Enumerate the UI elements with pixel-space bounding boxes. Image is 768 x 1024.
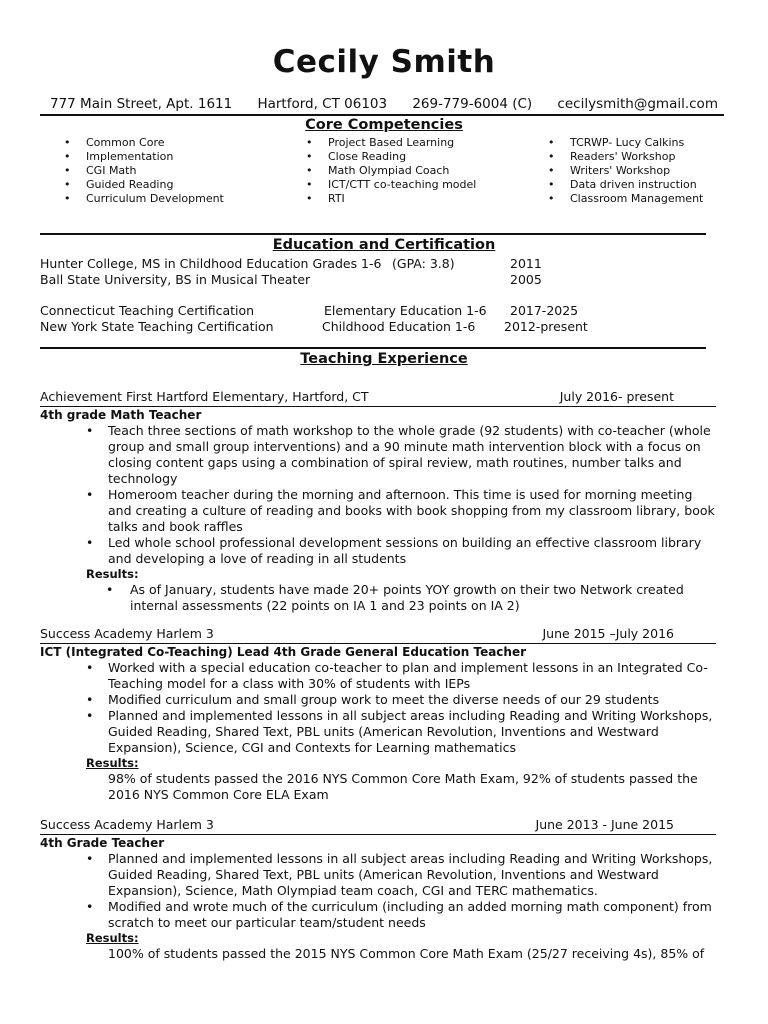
job-organization: Success Academy Harlem 3 xyxy=(40,817,214,832)
competency-item: • Project Based Learning xyxy=(304,136,524,150)
job-entry xyxy=(40,817,716,962)
email-link[interactable]: cecilysmith@gmail.com xyxy=(557,96,718,112)
competency-item: • Guided Reading xyxy=(62,178,262,192)
competency-item: • Common Core xyxy=(62,136,262,150)
job-entry xyxy=(40,626,716,803)
job-header xyxy=(40,626,716,644)
competency-item-continuation: • Implementation xyxy=(62,150,262,164)
competency-item: • Curriculum Development xyxy=(62,192,262,206)
certification-years: 2017-2025 xyxy=(510,303,579,318)
job-bullet: • Led whole school professional development sessions on building an effective classroom library and developing a love of reading in all students xyxy=(40,535,716,567)
competency-item: • TCRWP- Lucy Calkins xyxy=(546,136,746,150)
competency-item: • Math Olympiad Coach xyxy=(304,164,524,178)
competency-item: • RTI xyxy=(304,192,524,206)
certification-years: 2012-present xyxy=(504,319,588,334)
results-text: 100% of students passed the 2015 NYS Common Core Math Exam (25/27 receiving 4s), 85% of xyxy=(108,946,705,961)
degree-row xyxy=(40,256,720,272)
job-header xyxy=(40,817,716,835)
candidate-name: Cecily Smith xyxy=(272,44,496,80)
job-entry xyxy=(40,389,716,614)
job-bullet: • Homeroom teacher during the morning and afternoon. This time is used for morning meeting and creating a culture of reading and books with book shopping from my classroom library, book talks and book raffles xyxy=(40,487,716,535)
job-dates: June 2015 –July 2016 xyxy=(542,626,674,641)
certification-area: Elementary Education 1-6 xyxy=(324,303,487,318)
degree-text: Ball State University, BS in Musical Theater xyxy=(40,272,311,287)
certification-area: Childhood Education 1-6 xyxy=(322,319,476,334)
competency-item: • Classroom Management xyxy=(546,192,746,206)
job-bullet: • Modified curriculum and small group work to meet the diverse needs of our 29 students xyxy=(40,692,716,708)
phone: 269-779-6004 (C) xyxy=(412,96,533,112)
results-label: Results: xyxy=(86,756,139,770)
job-dates: June 2013 - June 2015 xyxy=(535,817,674,832)
address: 777 Main Street, Apt. 1611 xyxy=(50,96,233,112)
certification-name: Connecticut Teaching Certification xyxy=(40,303,255,318)
job-header xyxy=(40,389,716,407)
competencies-divider xyxy=(40,233,706,235)
competencies-column-2 xyxy=(304,136,524,206)
competency-item: • Data driven instruction xyxy=(546,178,746,192)
city: Hartford, CT 06103 xyxy=(257,96,388,112)
experience-title: Teaching Experience xyxy=(300,351,468,367)
degree-year: 2011 xyxy=(510,256,542,271)
job-organization: Achievement First Hartford Elementary, Hartford, CT xyxy=(40,389,369,404)
competency-item: • CGI Math xyxy=(62,164,262,178)
education-title: Education and Certification xyxy=(272,237,496,253)
job-bullet: • Planned and implemented lessons in all subject areas including Reading and Writing Workshops, Guided Reading, Shared Text, PBL units (American Revolution, Inventions and Westward Expansion), Science, CGI and Contexts for Learning mathematics xyxy=(40,708,716,756)
degree-year: 2005 xyxy=(510,272,542,287)
job-bullet: • Worked with a special education co-teacher to plan and implement lessons in an Integrated Co-Teaching model for a class with 30% of students with IEPs xyxy=(40,660,716,692)
results-label: Results: xyxy=(86,931,139,945)
competencies-column-3 xyxy=(546,136,746,206)
job-organization: Success Academy Harlem 3 xyxy=(40,626,214,641)
degree-row xyxy=(40,272,720,288)
job-role: 4th grade Math Teacher xyxy=(40,408,202,422)
degree-text: Hunter College, MS in Childhood Education Grades 1-6 xyxy=(40,256,382,271)
competency-item: • Writers' Workshop xyxy=(546,164,746,178)
competency-item: • ICT/CTT co-teaching model xyxy=(304,178,524,192)
competency-item: • Readers' Workshop xyxy=(546,150,746,164)
results-text: 98% of students passed the 2016 NYS Common Core Math Exam, 92% of students passed the 2016 NYS Common Core ELA Exam xyxy=(108,771,698,802)
contact-line xyxy=(50,96,718,112)
certification-row xyxy=(40,303,720,319)
job-role: 4th Grade Teacher xyxy=(40,836,165,850)
job-dates: July 2016- present xyxy=(559,389,674,404)
job-bullet: • Modified and wrote much of the curriculum (including an added morning math component) from scratch to meet our particular team/student needs xyxy=(40,899,716,931)
job-bullet: • Teach three sections of math workshop to the whole grade (92 students) with co-teacher (whole group and small group interventions) and a 90 minute math intervention block with a focus on closing content gaps using a combination of spiral review, math routines, number talks and technology xyxy=(40,423,716,487)
competencies-title: Core Competencies xyxy=(305,117,463,133)
certification-name: New York State Teaching Certification xyxy=(40,319,274,334)
degree-gpa: (GPA: 3.8) xyxy=(392,256,455,271)
competencies-column-1 xyxy=(62,136,262,206)
certification-row xyxy=(40,319,720,335)
results-bullet: • As of January, students have made 20+ points YOY growth on their two Network created internal assessments (22 points on IA 1 and 23 points on IA 2) xyxy=(40,582,716,614)
education-divider xyxy=(40,347,706,349)
competency-item: • Close Reading xyxy=(304,150,524,164)
job-bullet: • Planned and implemented lessons in all subject areas including Reading and Writing Workshops, Guided Reading, Shared Text, PBL units (American Revolution, Inventions and Westward Expansion), Science, Math Olympiad team coach, CGI and TERC mathematics. xyxy=(40,851,716,899)
header-divider xyxy=(40,114,724,116)
results-label: Results: xyxy=(86,567,139,581)
job-role: ICT (Integrated Co-Teaching) Lead 4th Grade General Education Teacher xyxy=(40,645,527,659)
